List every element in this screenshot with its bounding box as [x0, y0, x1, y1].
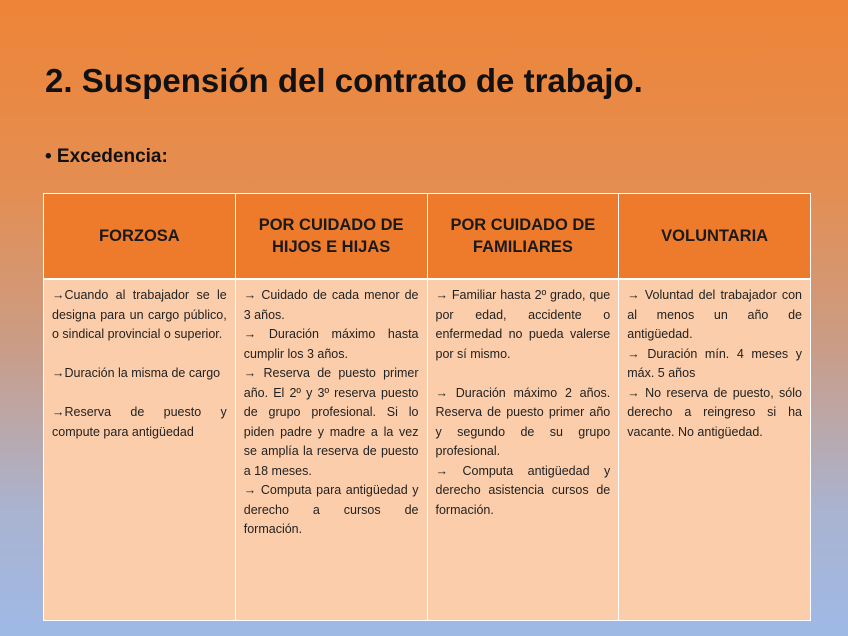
cell-cuidado-hijos: [236, 280, 428, 620]
cell-paragraph: → Familiar hasta 2º grado, que por edad, accidente o enfermedad no pueda valerse por sí mismo.: [435, 288, 611, 361]
header-forzosa: FORZOSA: [44, 194, 236, 278]
section-bullet: • Excedencia:: [45, 146, 168, 167]
table-header-row: [44, 194, 810, 280]
cell-paragraph: →Reserva de puesto y compute para antigüedad: [52, 405, 227, 439]
cell-forzosa: [44, 280, 236, 620]
cell-paragraph: → Computa para antigüedad y derecho a cursos de formación.: [243, 483, 419, 536]
cell-paragraph: → Duración mín. 4 meses y máx. 5 años: [627, 346, 802, 380]
cell-paragraph: →Duración la misma de cargo: [52, 366, 221, 380]
header-cuidado-familiares: POR CUIDADO DE FAMILIARES: [428, 194, 620, 278]
table-body-row: [44, 280, 810, 620]
header-voluntaria: VOLUNTARIA: [661, 227, 769, 245]
cell-paragraph: → Voluntad del trabajador con al menos un año de antigüedad.: [627, 288, 802, 341]
cell-paragraph: → No reserva de puesto, sólo derecho a reingreso si ha vacante. No antigüedad.: [627, 385, 802, 439]
slide-title: 2. Suspensión del contrato de trabajo.: [45, 62, 643, 99]
cell-paragraph: → Cuidado de cada menor de 3 años.: [243, 288, 419, 322]
header-cuidado-hijos: POR CUIDADO DE HIJOS E HIJAS: [236, 194, 428, 278]
cell-paragraph: → Reserva de puesto primer año. El 2º y 3º reserva puesto de grupo profesional. Si lo piden padre y madre a la vez se amplía la reserva de puesto a 18 meses.: [243, 366, 419, 478]
cell-paragraph: → Computa antigüedad y derecho asistencia cursos de formación.: [435, 463, 611, 517]
cell-paragraph: → Duración máximo hasta cumplir los 3 años.: [243, 327, 419, 361]
cell-paragraph: → Duración máximo 2 años. Reserva de puesto primer año y segundo de su grupo profesional.: [435, 385, 611, 458]
cell-paragraph: →Cuando al trabajador se le designa para un cargo público, o sindical provincial o superior.: [52, 288, 227, 341]
cell-voluntaria: [619, 280, 810, 620]
excedencia-table: [43, 193, 811, 621]
cell-cuidado-familiares: [428, 280, 620, 620]
